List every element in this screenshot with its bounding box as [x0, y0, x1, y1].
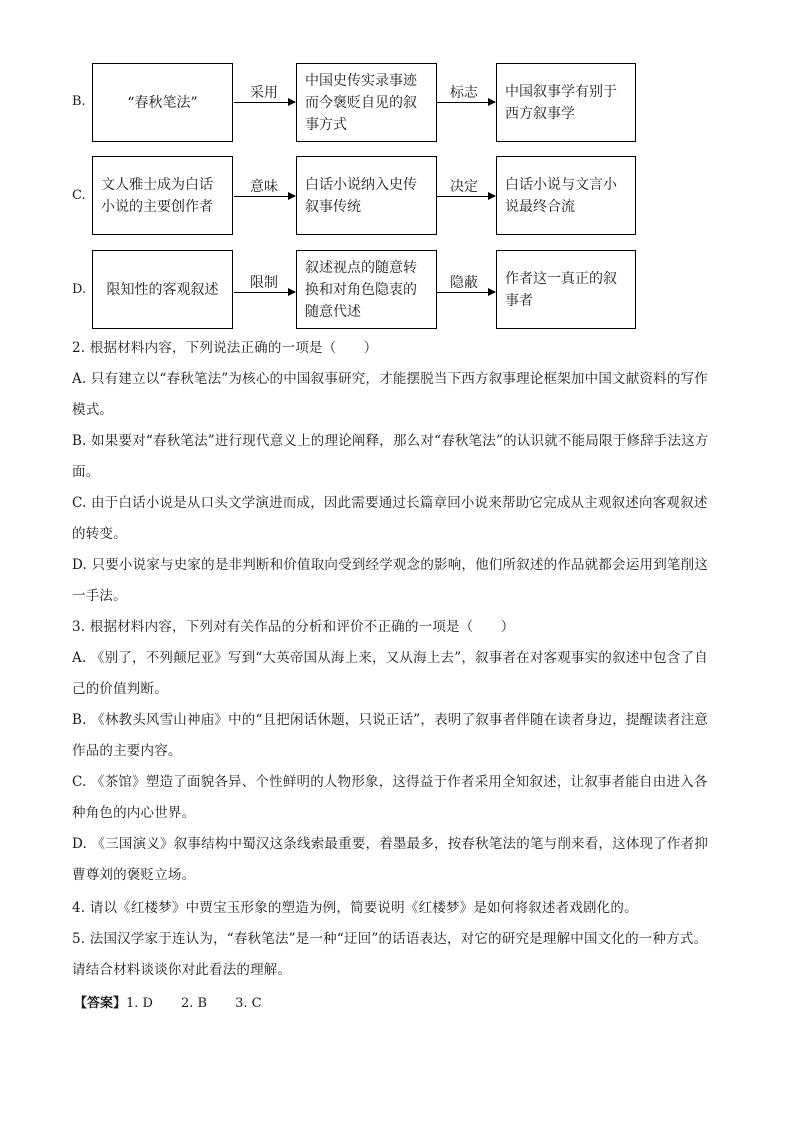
answer-line	[74, 992, 262, 1011]
diagram-box	[296, 250, 437, 329]
arrow	[234, 292, 295, 293]
diagram-box	[296, 63, 437, 142]
diagram-box	[496, 156, 636, 235]
diagram-box	[92, 156, 233, 235]
option-letter: D.	[72, 282, 87, 297]
arrow-label: 决定	[450, 179, 478, 195]
answer-item: 3. C	[235, 996, 262, 1011]
question-stem: 2. 根据材料内容，下列说法正确的一项是（ ）	[72, 340, 378, 356]
arrow-label: 意味	[250, 179, 278, 195]
box-text: 作者这一真正的叙事者	[505, 270, 617, 309]
arrow-label: 限制	[250, 275, 278, 291]
answer-item: 1. D	[126, 996, 153, 1011]
diagram-box	[496, 63, 636, 142]
option-letter: C.	[72, 188, 86, 203]
diagram-box	[296, 156, 437, 235]
diagram-box	[92, 63, 233, 142]
question-option: C. 由于白话小说是从口头文学演进而成，因此需要通过长篇章回小说来帮助它完成从主观叙述向客观叙述的转变。	[72, 495, 708, 542]
question-option: B. 《林教头风雪山神庙》中的“且把闲话休题，只说正话”，表明了叙事者伴随在读者身边，提醒读者注意作品的主要内容。	[72, 712, 709, 759]
box-text: 叙述视点的随意转换和对角色隐衷的随意代述	[305, 259, 417, 320]
arrow	[437, 102, 495, 103]
question-stem: 4. 请以《红楼梦》中贾宝玉形象的塑造为例，简要说明《红楼梦》是如何将叙述者戏剧化的。	[72, 900, 638, 916]
arrow-label: 标志	[450, 85, 478, 101]
box-text: 限知性的客观叙述	[106, 281, 219, 298]
question-option: A. 《别了，不列颠尼亚》写到“大英帝国从海上来，又从海上去”，叙事者在对客观事实的叙述中包含了自己的价值判断。	[72, 650, 708, 697]
box-text: 中国史传实录事迹而今褒贬自见的叙事方式	[305, 72, 417, 133]
box-text: “春秋笔法”	[127, 94, 198, 111]
question-option: B. 如果要对“春秋笔法”进行现代意义上的理论阐释，那么对“春秋笔法”的认识就不能局限于修辞手法这方面。	[72, 433, 709, 480]
arrow	[437, 292, 495, 293]
box-text: 文人雅士成为白话小说的主要创作者	[101, 176, 213, 215]
answer-tag: 【答案】	[74, 996, 127, 1011]
question-option: A. 只有建立以“春秋笔法”为核心的中国叙事研究，才能摆脱当下西方叙事理论框架加中国文献资料的写作模式。	[72, 371, 708, 418]
arrow	[437, 196, 495, 197]
question-stem: 3. 根据材料内容，下列对有关作品的分析和评价不正确的一项是（ ）	[72, 619, 515, 635]
arrow-label: 采用	[250, 85, 278, 101]
arrow	[234, 102, 295, 103]
question-stem: 5. 法国汉学家于连认为，“春秋笔法”是一种“迂回”的话语表达，对它的研究是理解中国文化的一种方式。请结合材料谈谈你对此看法的理解。	[72, 931, 708, 978]
arrow	[234, 196, 295, 197]
question-option: C. 《茶馆》塑造了面貌各异、个性鲜明的人物形象，这得益于作者采用全知叙述，让叙事者能自由进入各种角色的内心世界。	[72, 774, 708, 821]
box-text: 白话小说纳入史传叙事传统	[305, 176, 417, 215]
answer-item: 2. B	[180, 996, 208, 1011]
diagram-box	[92, 250, 233, 329]
arrow-label: 隐蔽	[450, 275, 478, 291]
box-text: 白话小说与文言小说最终合流	[505, 176, 617, 215]
box-text: 中国叙事学有别于西方叙事学	[505, 83, 617, 122]
option-letter: B.	[72, 94, 86, 109]
question-option: D. 只要小说家与史家的是非判断和价值取向受到经学观念的影响，他们所叙述的作品就都会运用到笔削这一手法。	[72, 557, 709, 604]
diagram-box	[496, 250, 636, 329]
question-option: D. 《三国演义》叙事结构中蜀汉这条线索最重要，着墨最多，按春秋笔法的笔与削来看，这体现了作者抑曹尊刘的褒贬立场。	[72, 836, 709, 883]
